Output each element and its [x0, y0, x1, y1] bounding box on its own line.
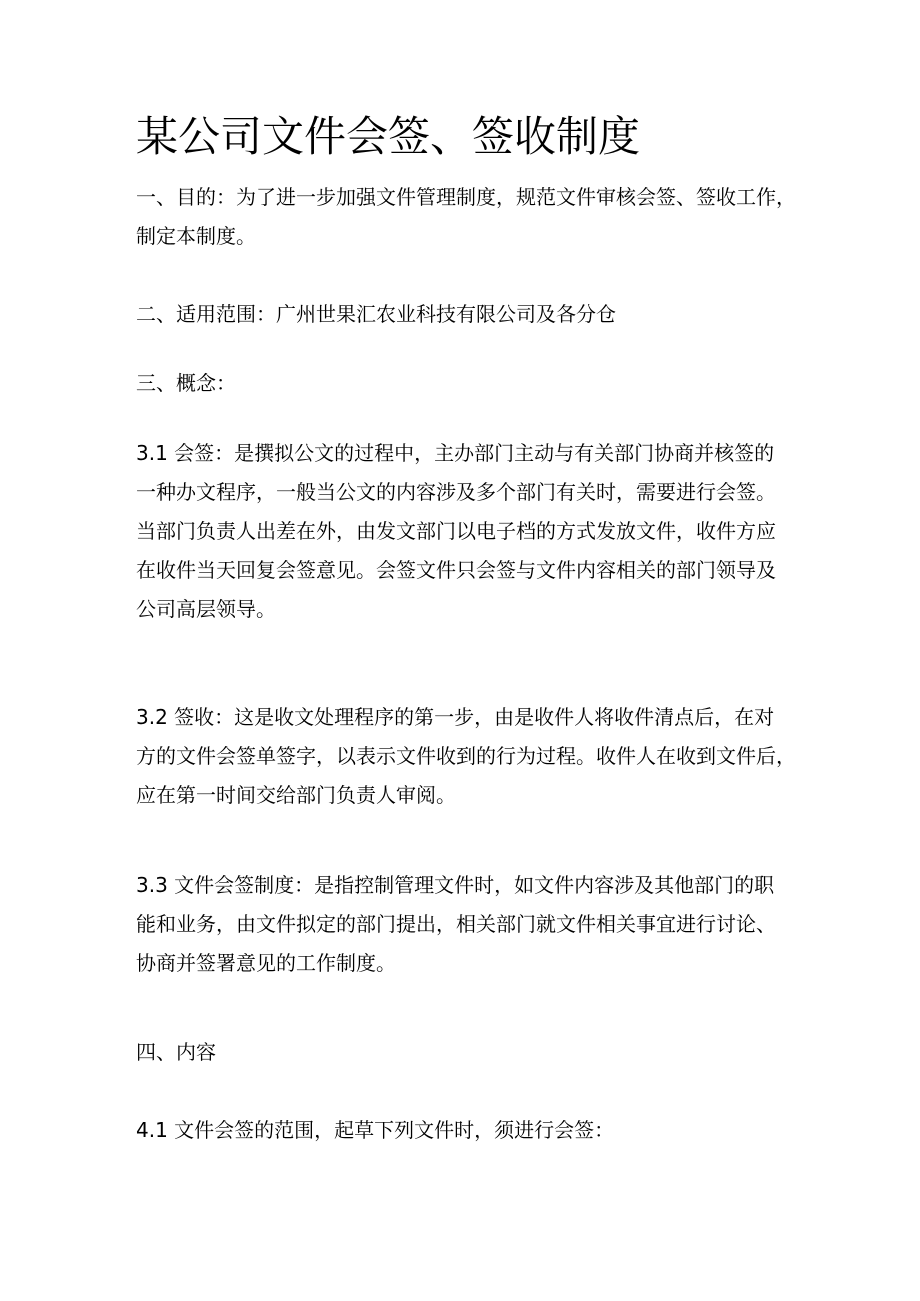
section-3-3-line-3: 协商并签署意见的工作制度。	[136, 951, 396, 975]
section-4-1	[136, 1111, 796, 1150]
document-title: 某公司文件会签、签收制度	[136, 112, 641, 161]
section-3-1-line-3: 当部门负责人出差在外，由发文部门以电子档的方式发放文件，收件方应	[136, 519, 776, 543]
section-purpose	[136, 178, 796, 256]
section-3-3-line-1: 3.3 文件会签制度：是指控制管理文件时，如文件内容涉及其他部门的职	[136, 873, 775, 897]
section-3-3	[136, 866, 796, 983]
section-contents-line-1: 四、内容	[136, 1040, 216, 1064]
section-scope	[136, 295, 796, 334]
section-3-2-line-1: 3.2 签收：这是收文处理程序的第一步，由是收件人将收件清点后，在对	[136, 705, 775, 729]
section-3-1-line-4: 在收件当天回复会签意见。会签文件只会签与文件内容相关的部门领导及	[136, 558, 776, 582]
section-3-2	[136, 698, 796, 815]
section-3-1-line-2: 一种办文程序，一般当公文的内容涉及多个部门有关时，需要进行会签。	[136, 480, 776, 504]
section-4-1-line-1: 4.1 文件会签的范围，起草下列文件时，须进行会签：	[136, 1118, 615, 1142]
section-3-2-line-2: 方的文件会签单签字，以表示文件收到的行为过程。收件人在收到文件后，	[136, 744, 796, 768]
section-3-3-line-2: 能和业务，由文件拟定的部门提出，相关部门就文件相关事宜进行讨论、	[136, 912, 776, 936]
section-contents-heading	[136, 1033, 796, 1072]
section-3-1-line-5: 公司高层领导。	[136, 597, 276, 621]
section-concepts-line-1: 三、概念：	[136, 371, 236, 395]
section-3-1	[136, 434, 796, 629]
section-concepts-heading	[136, 364, 796, 403]
section-3-2-line-3: 应在第一时间交给部门负责人审阅。	[136, 783, 456, 807]
section-purpose-line-2: 制定本制度。	[136, 224, 256, 248]
section-3-1-line-1: 3.1 会签：是撰拟公文的过程中，主办部门主动与有关部门协商并核签的	[136, 441, 775, 465]
section-scope-line-1: 二、适用范围：广州世果汇农业科技有限公司及各分仓	[136, 302, 616, 326]
section-purpose-line-1: 一、目的：为了进一步加强文件管理制度，规范文件审核会签、签收工作，	[136, 185, 796, 209]
